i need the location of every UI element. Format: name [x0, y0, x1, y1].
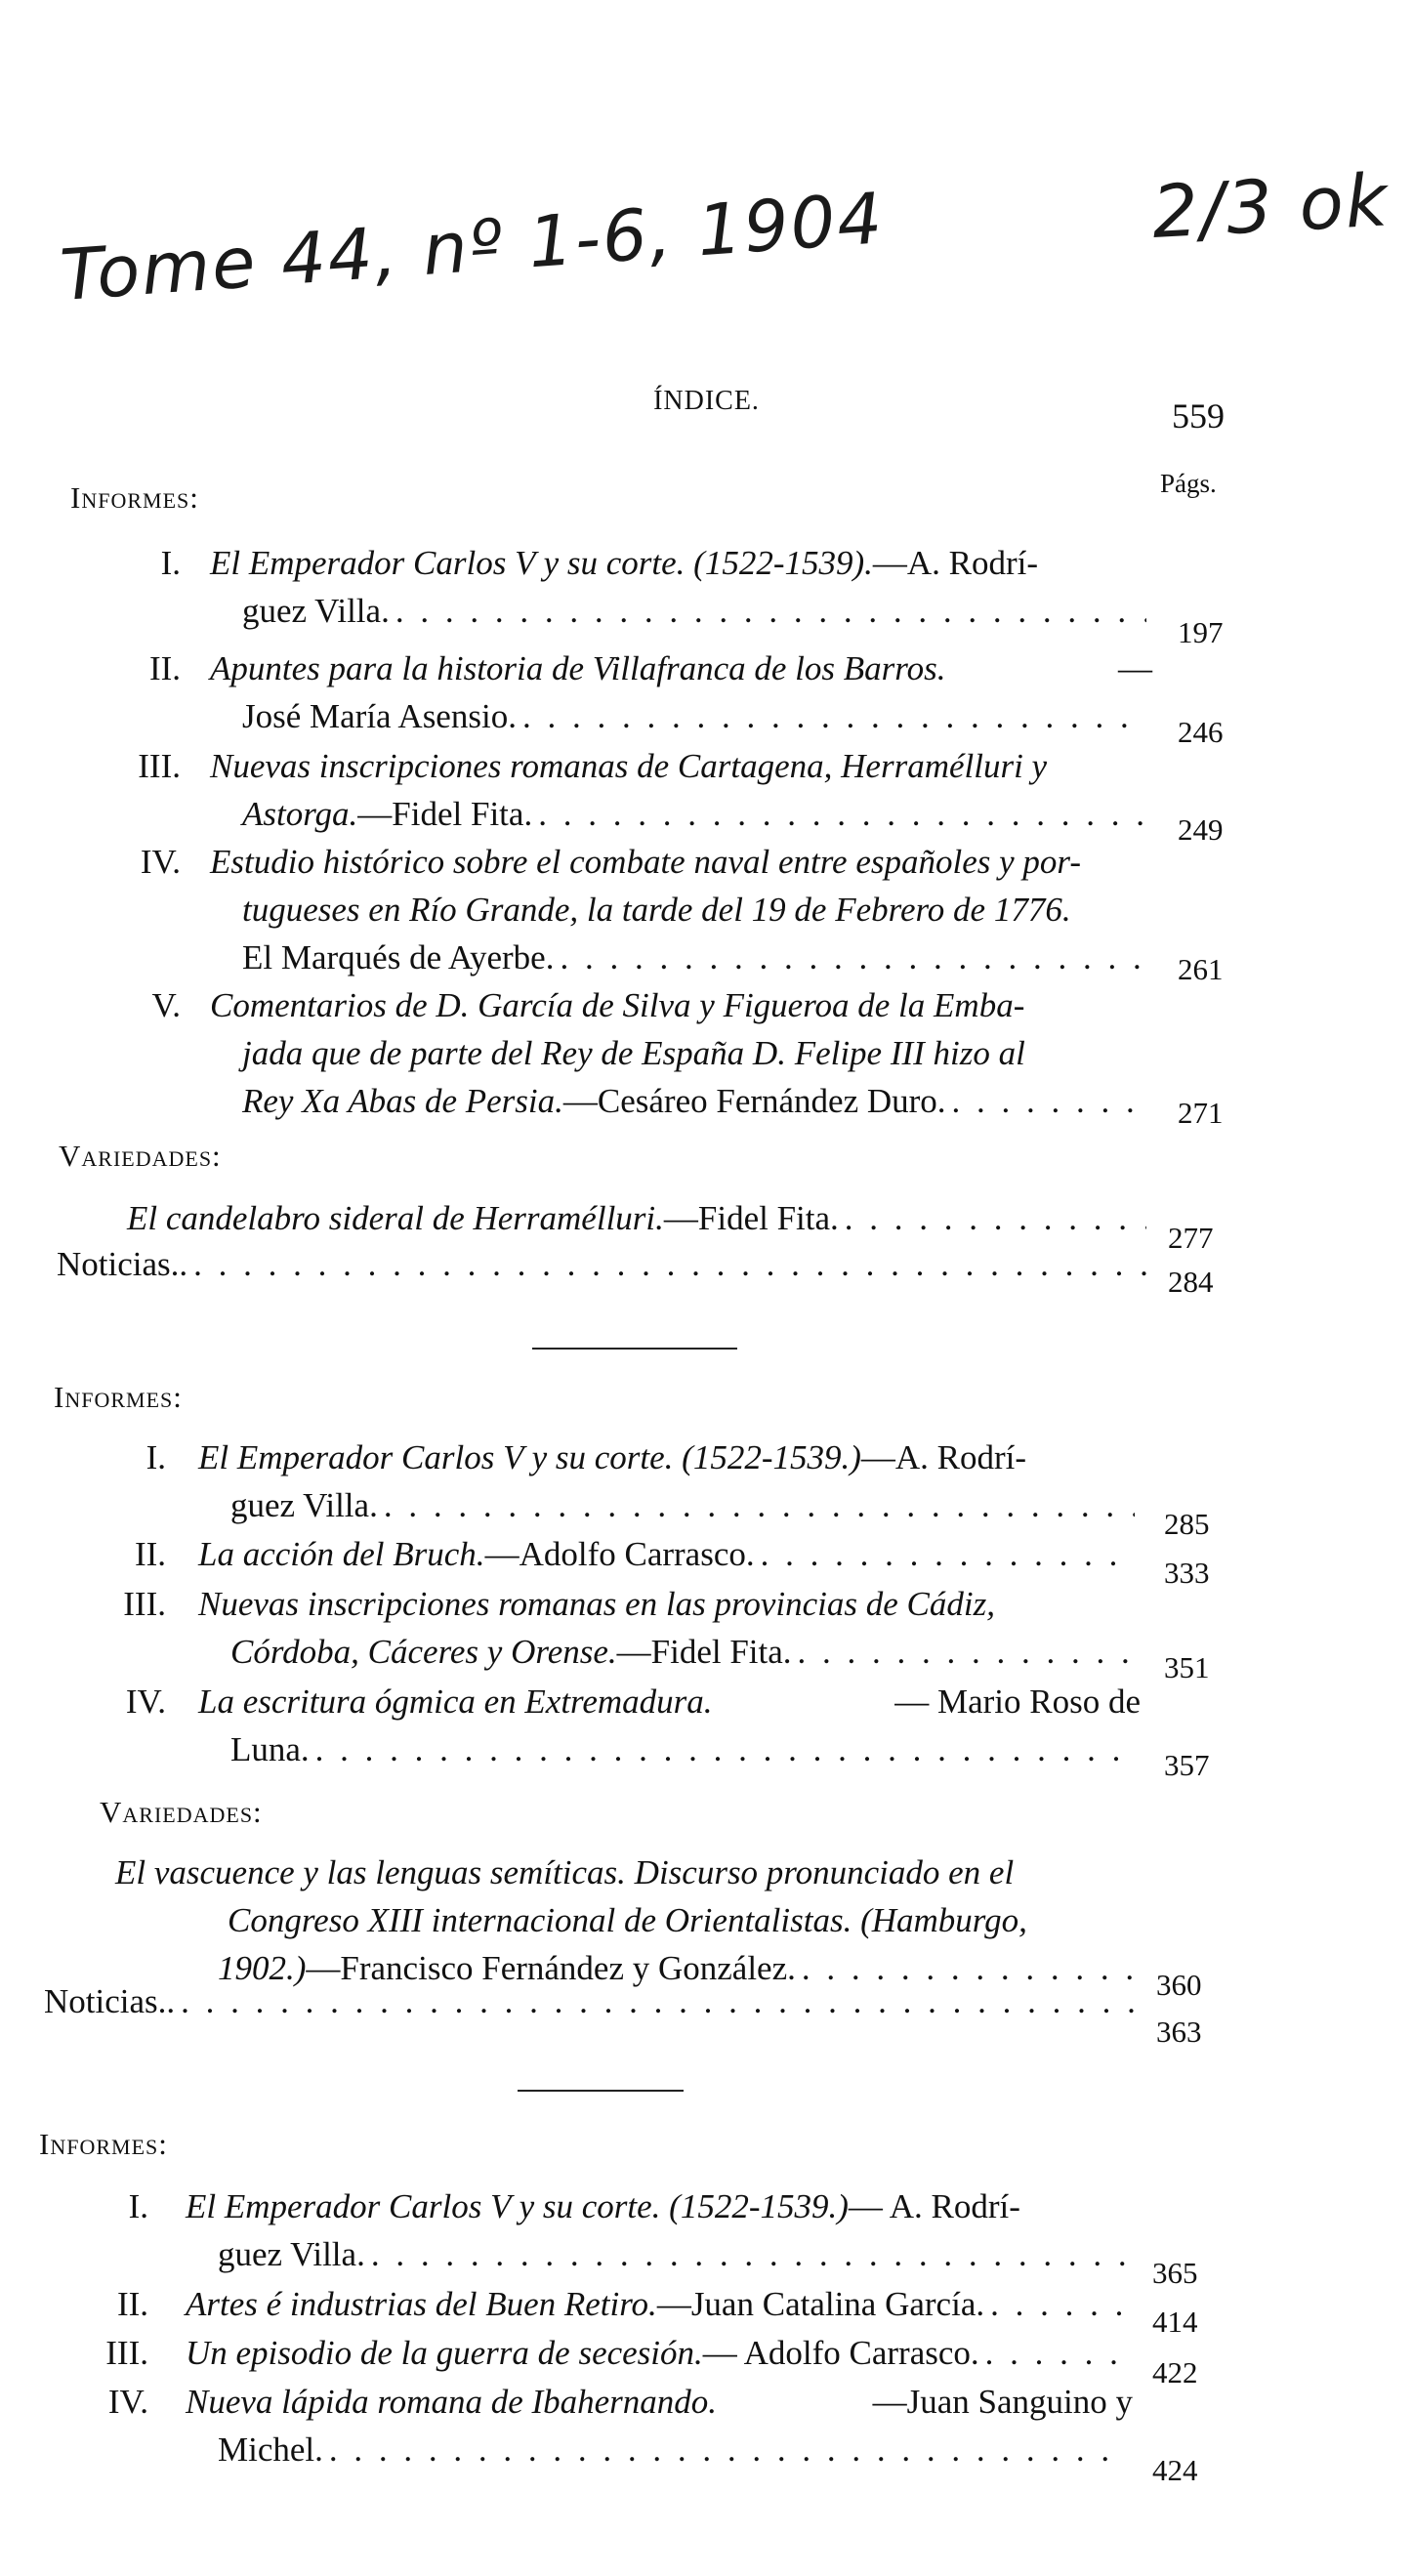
section-divider: [518, 2090, 684, 2092]
variedades-heading: Variedades:: [59, 1139, 222, 1173]
entry-page: 360: [1156, 1968, 1202, 2002]
entry-number: III.: [105, 2334, 148, 2372]
entry-page: 365: [1152, 2256, 1198, 2290]
variedades-heading: Variedades:: [100, 1795, 263, 1829]
entry-page: 261: [1178, 952, 1224, 986]
entry-page: 333: [1164, 1556, 1210, 1590]
entry-number: III.: [123, 1585, 166, 1623]
informes-heading: Informes:: [54, 1380, 183, 1414]
section-divider: [532, 1348, 737, 1350]
entry-page: 422: [1152, 2355, 1198, 2389]
entry-page: 424: [1152, 2453, 1198, 2487]
entry-number: II.: [134, 1535, 166, 1573]
entry-page: 277: [1168, 1221, 1214, 1255]
entry-number: V.: [151, 986, 181, 1024]
noticias-label: Noticias..: [57, 1245, 188, 1283]
noticias-label: Noticias..: [44, 1982, 176, 2020]
handwritten-volume-note: Tome 44, nº 1-6, 1904: [58, 177, 887, 316]
entry-number: IV.: [140, 843, 181, 881]
entry-page: 285: [1164, 1507, 1210, 1541]
entry-page: 414: [1152, 2305, 1198, 2339]
entry-number: III.: [138, 747, 181, 785]
entry-page: 357: [1164, 1748, 1210, 1782]
page-number: 559: [1172, 396, 1225, 436]
handwritten-corner-note: 2/3 ok: [1149, 158, 1392, 255]
entry-number: I.: [145, 1438, 166, 1476]
entry-page: 363: [1156, 2015, 1202, 2049]
entry-page: 249: [1178, 812, 1224, 847]
entry-page: 284: [1168, 1265, 1214, 1299]
entry-page: 351: [1164, 1650, 1210, 1684]
document-page: Tome 44, nº 1-6, 1904 2/3 ok ÍNDICE. 559 Págs. Informes: I. El Emperador Carlos V y su corte. (1522-1539). —A. Rodrí- guez Villa. . . . 197 II. Apuntes para la historia de Villafranca de los Barros. — José María Asensio. . . . 246 III. Nuevas inscripciones romanas de Cartagena, Herramélluri y Astorga. —Fidel Fita. . . . 249 IV. Estudio histórico sobre el combate naval entre españoles y por- tugueses en Río Grande, la tarde del 19 de Febrero de 1776. El Marqués de Ayerbe. . . . 261 V. Comentarios de D. García de Silva y Figueroa de la Emba- jada que de parte del Rey de España D. Felipe III hizo al Rey Xa Abas de Persia. —Cesáreo Fernández Duro. . . . 271 Variedades: El candelabro sideral de Herramélluri. —Fidel Fita. . . . 277 Noticias.. . . . 284 Informes: I. El Emperador Carlos V y su corte. (1522-1539.) —A. Rodrí- guez Villa. . . . 285 II. La acción del Bruch. —Adolfo Carrasco. . . . 333 III. Nuevas inscripciones romanas en las provincias de Cádiz, Córdoba, Cáceres y Orense. —Fidel Fita. . . . 351 IV. La escritura ógmica en Extremadura. — Mario Roso de Luna. . . . 357 Variedades: El vascuence y las lenguas semíticas. Discurso pronunciado en el Congreso XIII internacional de Orientalistas. (Hamburgo, 1902.) —Francisco Fernández y González. . . . 360 Noticias.. . . . 363 Informes: I. El Emperador Carlos V y su corte. (1522-1539.) — A. Rodrí- guez Villa. . . . 365 II. Artes é industrias del Buen Retiro. —Juan Catalina García. . . . 414 III. Un episodio de la guerra de secesión. — Adolfo Carrasco. . . . 422 IV. Nueva lápida romana de Ibahernando. —Juan Sanguino y Michel. . . . 424: [0, 0, 1413, 2576]
index-title: ÍNDICE.: [653, 386, 760, 416]
entry-number: II.: [116, 2285, 148, 2323]
entry-number: IV.: [107, 2383, 148, 2421]
informes-heading: Informes:: [70, 480, 199, 515]
entry-page: 246: [1178, 715, 1224, 749]
entry-page: 197: [1178, 615, 1224, 649]
entry-number: IV.: [125, 1683, 166, 1721]
entry-number: II.: [148, 649, 181, 687]
entry-number: I.: [128, 2187, 148, 2225]
pags-column-label: Págs.: [1160, 469, 1217, 498]
informes-heading: Informes:: [39, 2127, 168, 2161]
entry-page: 271: [1178, 1096, 1224, 1130]
entry-number: I.: [160, 544, 181, 582]
